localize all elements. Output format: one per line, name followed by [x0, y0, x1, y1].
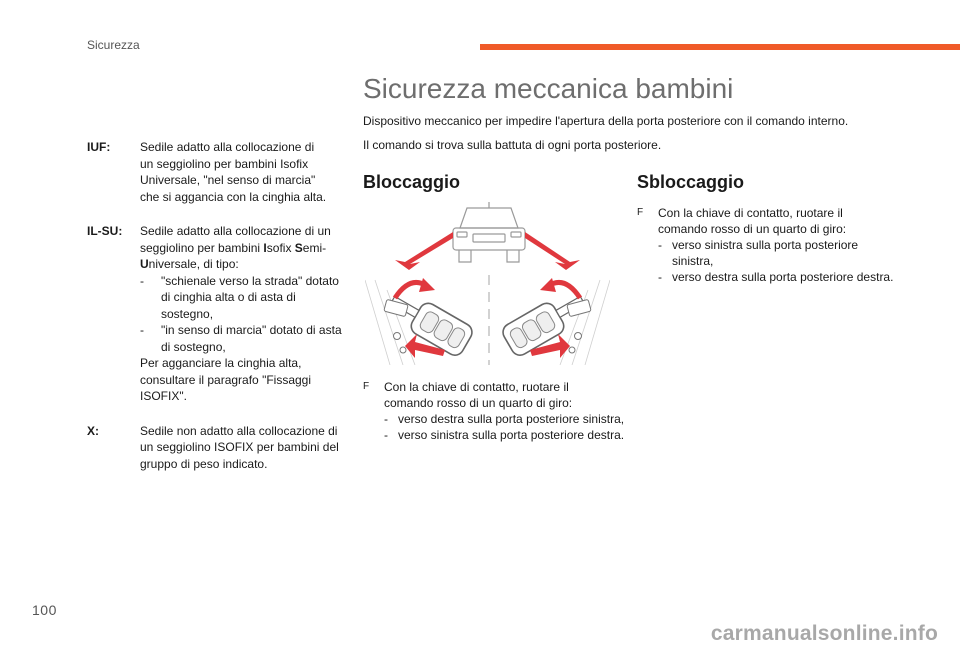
definition-term: IUF: — [87, 140, 111, 154]
definition-line: seggiolino per bambini Isofix Semi- — [140, 240, 327, 255]
definition-line: Sedile adatto alla collocazione di — [140, 140, 315, 154]
definition-list-item: - "in senso di marcia" dotato di asta di sostegno, — [140, 323, 342, 354]
definition-term: IL-SU: — [87, 224, 123, 238]
page-number: 100 — [32, 602, 57, 618]
instruction-continuation: sinistra, — [672, 254, 714, 268]
instruction-line: comando rosso di un quarto di giro: — [384, 396, 573, 410]
definition-line: Universale, di tipo: — [140, 257, 239, 271]
header-accent-bar — [480, 44, 960, 50]
bullet-icon: F — [363, 381, 370, 392]
unlocking-instructions — [637, 205, 907, 285]
instruction-line: F Con la chiave di contatto, ruotare il — [363, 380, 569, 394]
location-paragraph: Il comando si trova sulla battuta di ogni porta posteriore. — [363, 138, 662, 152]
definition-line: Sedile adatto alla collocazione di un — [140, 224, 331, 238]
definition-line: un seggiolino per bambini Isofix — [140, 156, 309, 171]
definition-il-su — [87, 223, 342, 405]
unlocking-heading: Sbloccaggio — [637, 172, 745, 192]
definition-text — [140, 139, 342, 205]
watermark: carmanualsonline.info — [710, 622, 938, 645]
instruction-list-item: - verso sinistra sulla porta posteriore — [658, 238, 859, 252]
red-arrow-right — [525, 232, 580, 270]
definition-term: X: — [87, 423, 99, 438]
locking-instructions — [363, 379, 633, 443]
car-icon — [453, 202, 525, 262]
instruction-line: F Con la chiave di contatto, ruotare il — [637, 206, 843, 220]
locking-heading: Bloccaggio — [363, 172, 461, 192]
seat-definitions — [87, 139, 342, 490]
child-lock-illustration — [365, 200, 610, 365]
definition-list-item: - "schienale verso la strada" dotato di cinghia alta o di asta di sostegno, — [140, 273, 339, 321]
instruction-list-item: - verso destra sulla porta posteriore sinistra, — [384, 412, 625, 426]
instruction-list-item: - verso destra sulla porta posteriore destra. — [658, 270, 894, 284]
intro-paragraph: Dispositivo meccanico per impedire l'apertura della porta posteriore con il comando interno. — [363, 114, 849, 128]
definition-text: Sedile non adatto alla collocazione di un seggiolino ISOFIX per bambini del gruppo di peso indicato. — [140, 423, 339, 471]
definition-line: Universale, "nel senso di marcia" — [140, 173, 316, 187]
instruction-line: comando rosso di un quarto di giro: — [658, 222, 847, 236]
definition-line: Per agganciare la cinghia alta, consultare il paragrafo "Fissaggi ISOFIX". — [140, 356, 312, 403]
bullet-icon: F — [637, 207, 644, 218]
definition-iuf — [87, 139, 342, 205]
child-lock-diagram — [365, 200, 610, 365]
definition-x — [87, 423, 342, 473]
definition-text — [140, 223, 342, 405]
section-label: Sicurezza — [87, 38, 140, 52]
definition-line: che si aggancia con la cinghia alta. — [140, 189, 327, 204]
red-arrow-left — [395, 232, 453, 270]
instruction-list-item: - verso sinistra sulla porta posteriore destra. — [384, 428, 625, 442]
page-title: Sicurezza meccanica bambini — [363, 73, 734, 104]
